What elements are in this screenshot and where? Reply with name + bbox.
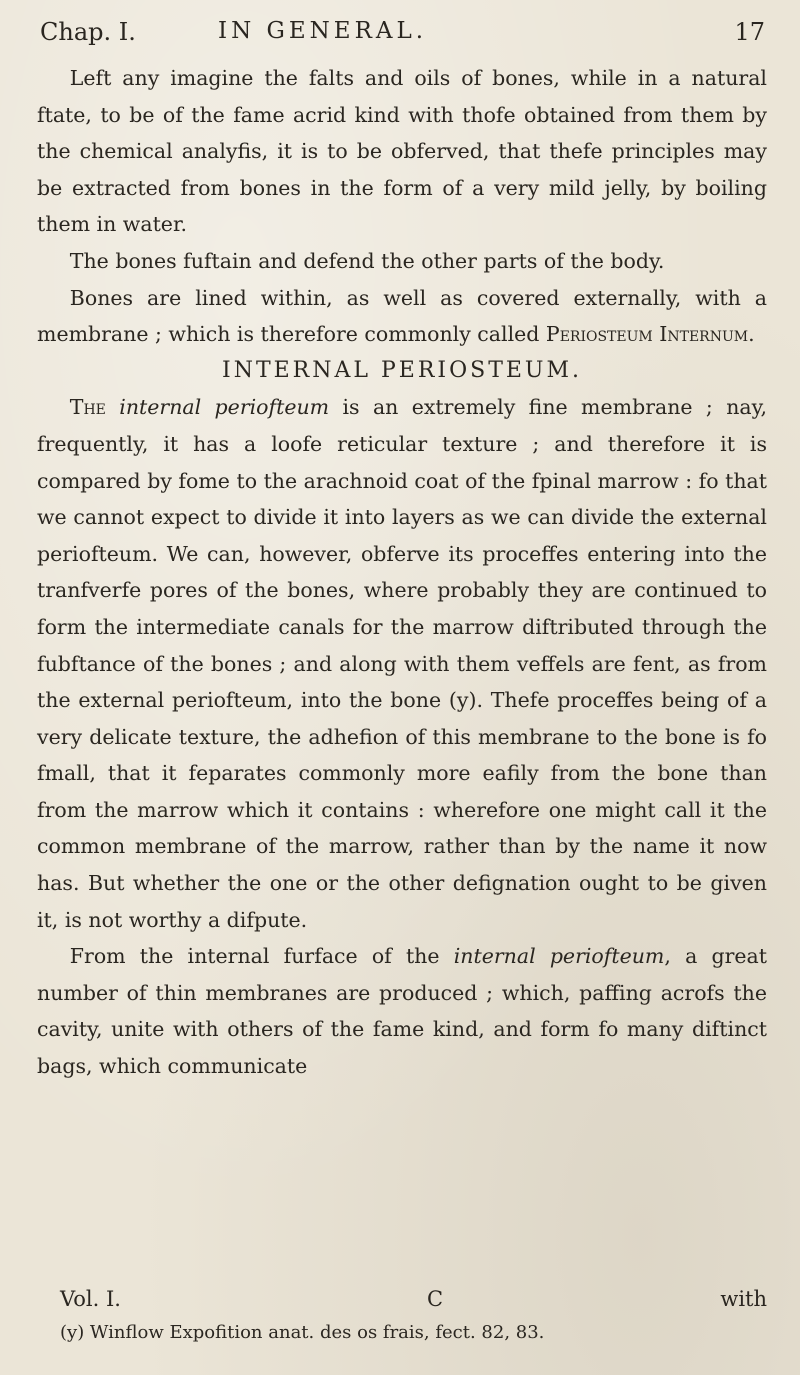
paragraph-internal-surface-rest: , a great number of thin membranes are produced ; which, paffing acrofs the cavity, unite with others of the fame kind, and form fo many diftinct bags, which communicate	[37, 944, 767, 1079]
page-number: 17	[734, 18, 765, 46]
paragraph-internal-surface	[37, 938, 767, 1084]
running-title: IN GENERAL.	[218, 18, 428, 44]
paragraph-lead-word: The	[69, 395, 106, 420]
periosteum-internum-term: Periosteum Internum.	[545, 322, 755, 347]
footnote: (y) Winflow Expofition anat. des os frais, fect. 82, 83.	[60, 1322, 545, 1343]
paragraph-bones-sustain: The bones fuftain and defend the other parts of the body.	[69, 248, 665, 273]
chapter-label: Chap. I.	[40, 18, 136, 46]
paragraph-lead-italic: internal periofteum	[119, 395, 330, 420]
signature-mark: C	[427, 1287, 444, 1311]
section-heading: INTERNAL PERIOSTEUM.	[222, 357, 582, 383]
body-text	[37, 60, 767, 1085]
catchword: with	[720, 1287, 767, 1311]
paragraph-internal-surface-start: From the internal furface of the	[69, 944, 454, 969]
paragraph-internal-periosteum-text: is an extremely fine membrane ; nay, frequently, it has a loofe reticular texture ; and therefore it is compared by fome to the arachnoid coat of the fpinal marrow : fo that we cannot expect to divide it into layers as we can divide the external periofteum. We can, however, obferve its proceffes entering into the tranfverfe pores of the bones, where probably they are continued to form the intermediate canals for the marrow diftributed through the fubftance of the bones ; and along with them veffels are fent, as from the external periofteum, into the bone (y). Thefe proceffes being of a very delicate texture, the adhefion of this membrane to the bone is fo fmall, that it feparates commonly more eafily from the bone than from the marrow which it contains : wherefore one might call it the common membrane of the marrow, rather than by the name it now has. But whether the one or the other defignation ought to be given it, is not worthy a difpute.	[37, 395, 767, 932]
paragraph-internal-periosteum	[37, 389, 767, 938]
signature-line	[37, 1287, 767, 1321]
running-header	[40, 18, 765, 58]
volume-label: Vol. I.	[60, 1287, 121, 1311]
paragraph-bones-lined-text: Bones are lined within, as well as covered externally, with a membrane ; which is therefore commonly called	[37, 285, 767, 347]
paragraph-bones-lined	[37, 280, 767, 353]
paragraph-internal-surface-italic: internal periofteum	[453, 944, 665, 969]
paragraph-bones-salts: Left any imagine the falts and oils of bones, while in a natural ftate, to be of the fame acrid kind with thofe obtained from them by the chemical analyfis, it is to be obferved, that thefe principles may be extracted from bones in the form of a very mild jelly, by boiling them in water.	[37, 66, 767, 237]
